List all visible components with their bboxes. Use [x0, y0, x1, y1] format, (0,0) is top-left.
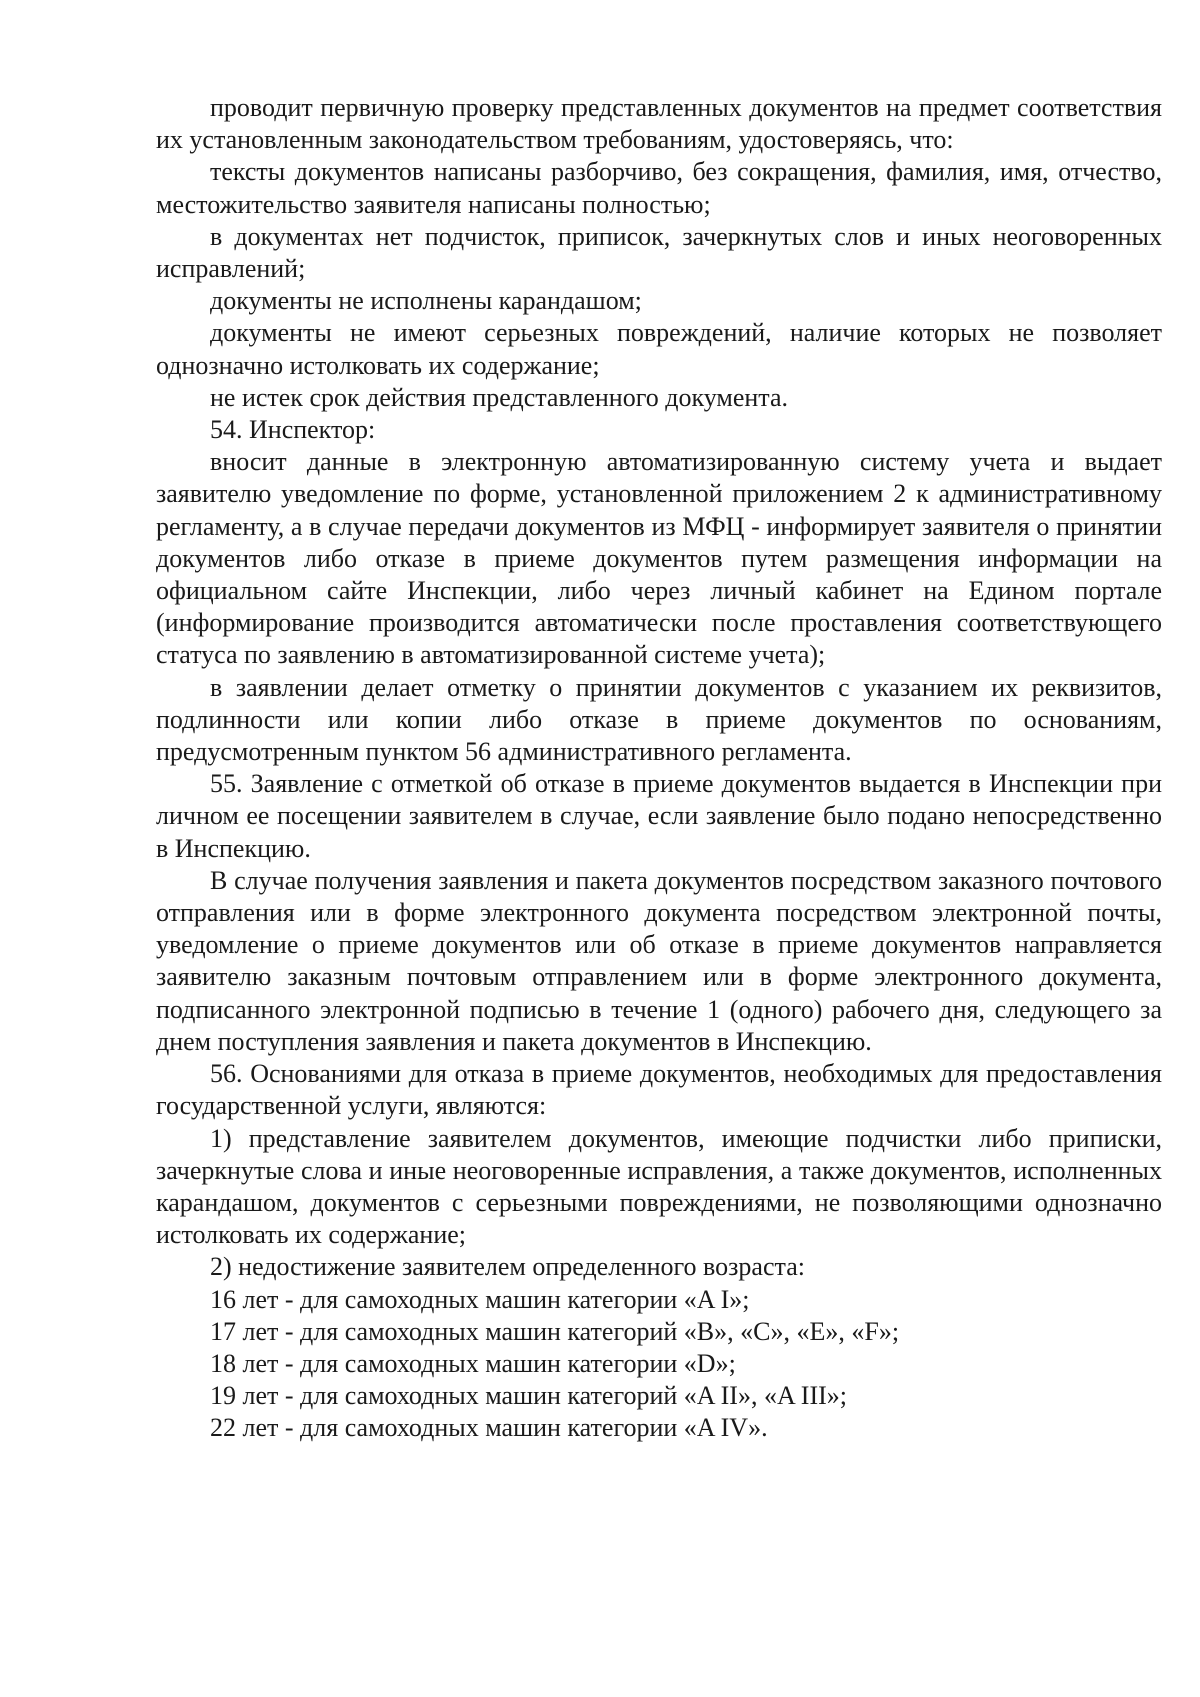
paragraph-56: 56. Основаниями для отказа в приеме документов, необходимых для предоставления государственной услуги, являются: — [156, 1059, 1162, 1121]
paragraph-age-16: 16 лет - для самоходных машин категории «A I»; — [210, 1284, 750, 1314]
paragraph-56-item-1: 1) представление заявителем документов, имеющие подчистки либо приписки, зачеркнутые слова и иные неоговоренные исправления, а также документов, исполненных карандашом, документов с серьезными повреждениями, не позволяющими однозначно истолковать их содержание; — [156, 1123, 1162, 1250]
paragraph-55: 55. Заявление с отметкой об отказе в приеме документов выдается в Инспекции при личном ее посещении заявителем в случае, если заявление было подано непосредственно в Инспекцию. — [156, 769, 1162, 863]
paragraph-legible: тексты документов написаны разборчиво, без сокращения, фамилия, имя, отчество, местожительство заявителя написаны полностью; — [156, 157, 1162, 219]
paragraph-no-erasures: в документах нет подчисток, приписок, зачеркнутых слов и иных неоговоренных исправлений; — [156, 221, 1162, 284]
paragraph-age-17: 17 лет - для самоходных машин категорий «B», «C», «E», «F»; — [210, 1316, 900, 1346]
document-page — [156, 92, 1162, 1445]
paragraph-age-22: 22 лет - для самоходных машин категории «A IV». — [210, 1413, 768, 1443]
paragraph-no-damage: документы не имеют серьезных повреждений, наличие которых не позволяет однозначно истолковать их содержание; — [156, 318, 1162, 380]
paragraph-not-expired: не истек срок действия представленного документа. — [210, 382, 789, 412]
paragraph-54-enter-data: вносит данные в электронную автоматизированную систему учета и выдает заявителю уведомление по форме, установленной приложением 2 к административному регламенту, а в случае передачи документов из МФЦ - информирует заявителя о принятии документов либо отказе в приеме документов путем размещения информации на официальном сайте Инспекции, либо через личный кабинет на Едином портале (информирование производится автоматически после проставления соответствующего статуса по заявлению в автоматизированной системе учета); — [156, 447, 1162, 670]
paragraph-54-heading: 54. Инспектор: — [210, 415, 376, 445]
paragraph-no-pencil: документы не исполнены карандашом; — [210, 286, 642, 316]
paragraph-55-mail: В случае получения заявления и пакета документов посредством заказного почтового отправления или в форме электронного документа посредством электронной почты, уведомление о приеме документов или об отказе в приеме документов направляется заявителю заказным почтовым отправлением или в форме электронного документа, подписанного электронной подписью в течение 1 (одного) рабочего дня, следующего за днем поступления заявления и пакета документов в Инспекцию. — [156, 865, 1162, 1056]
paragraph-intro: проводит первичную проверку представленных документов на предмет соответствия их установленным законодательством требованиям, удостоверяясь, что: — [156, 93, 1162, 155]
paragraph-56-item-2: 2) недостижение заявителем определенного возраста: — [210, 1252, 805, 1282]
paragraph-age-18: 18 лет - для самоходных машин категории «D»; — [210, 1348, 736, 1378]
paragraph-age-19: 19 лет - для самоходных машин категорий «A II», «A III»; — [210, 1381, 847, 1411]
paragraph-54-mark: в заявлении делает отметку о принятии документов с указанием их реквизитов, подлинности или копии либо отказе в приеме документов по основаниям, предусмотренным пунктом 56 административного регламента. — [156, 672, 1162, 767]
